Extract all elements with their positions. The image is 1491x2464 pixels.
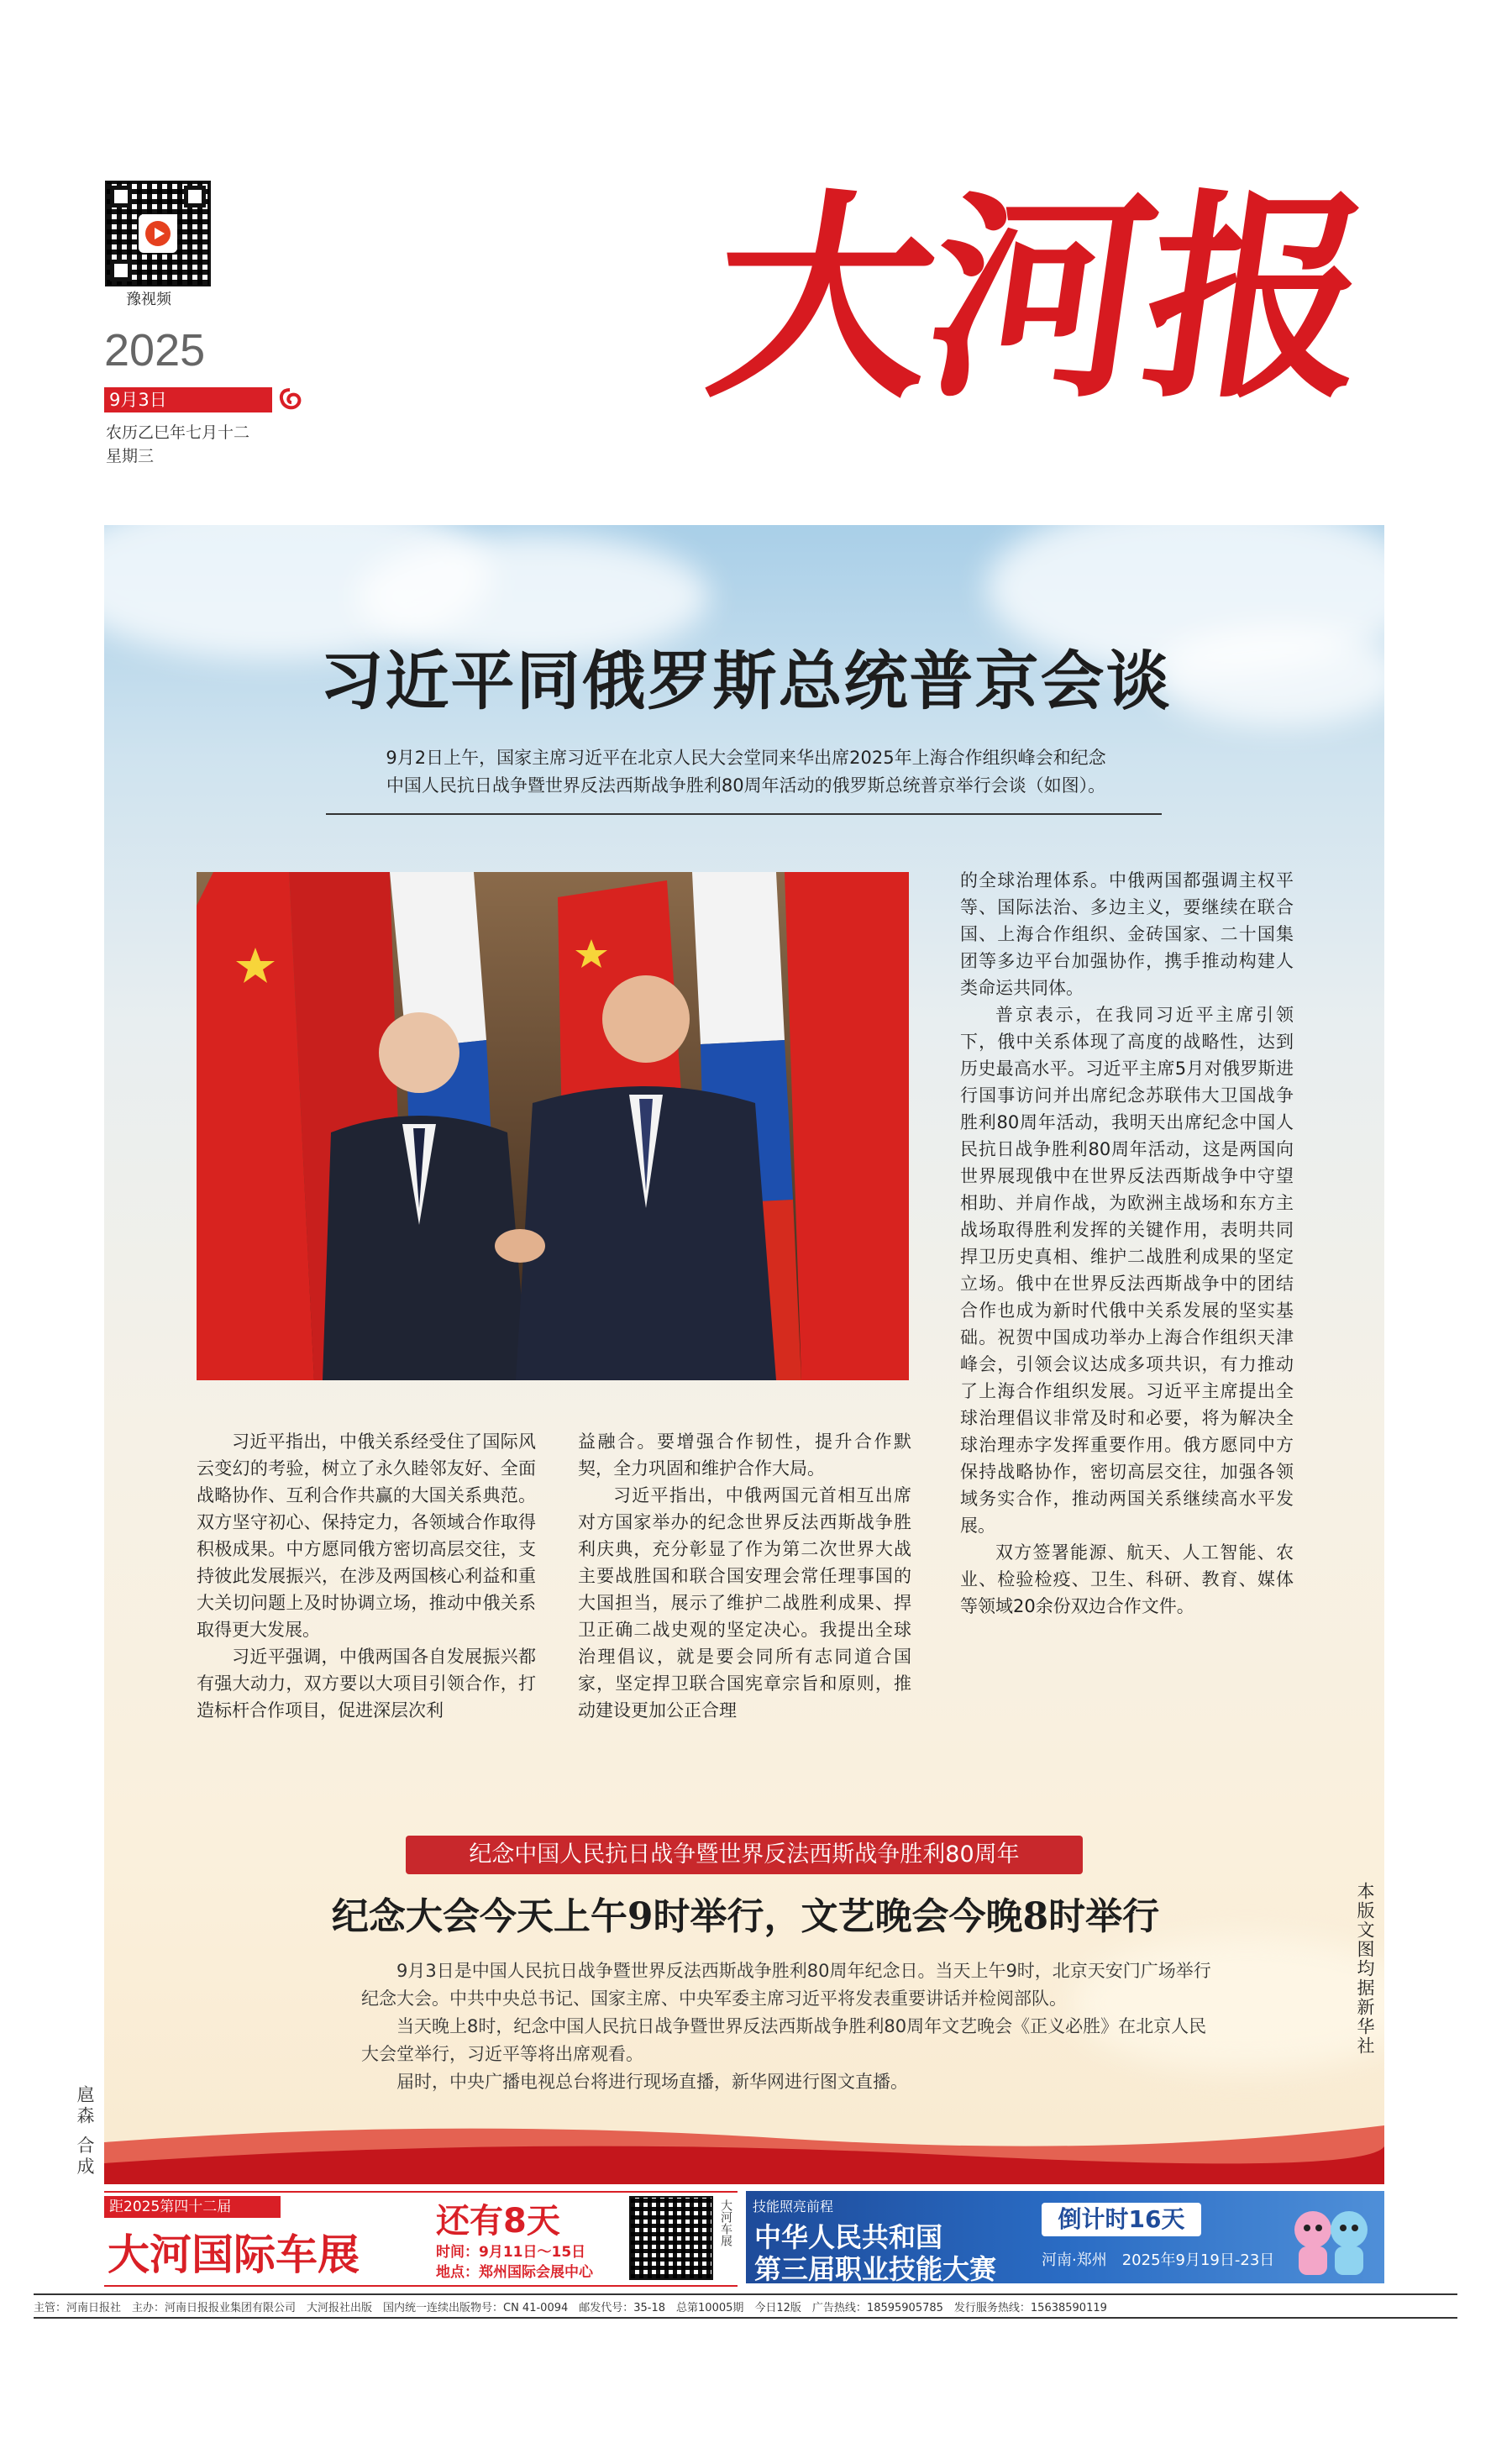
- lunar-date: 农历乙巳年七月十二: [106, 423, 250, 442]
- auto-show-ad[interactable]: [104, 2191, 738, 2287]
- lead-paragraph: 9月2日上午，国家主席习近平在北京人民大会堂同来华出席2025年上海合作组织峰会和纪念 中国人民抗日战争暨世界反法西斯战争胜利80周年活动的俄罗斯总统普京举行会谈（如图）。: [386, 748, 1106, 796]
- qr-code[interactable]: [105, 181, 211, 286]
- play-icon: [145, 221, 171, 246]
- ad-place-date: 河南·郑州 2025年9月19日-23日: [1042, 2251, 1275, 2269]
- ad-qr-code[interactable]: [629, 2196, 713, 2280]
- divider: [326, 813, 1162, 815]
- red-ribbon-decoration: [104, 2109, 1384, 2184]
- main-headline: 习近平同俄罗斯总统普京会谈: [319, 644, 1172, 718]
- article-column-1: 习近平指出，中俄关系经受住了国际风云变幻的考验，树立了永久睦邻友好、全面战略协作、互利合作共赢的大国关系典范。双方坚守初心、保持定力，各领域合作取得积极成果。中方愿同俄方密切高层交往，支持彼此发展振兴，在涉及两国核心利益和重大关切问题上及时协调立场，推动中俄关系取得更大发展。 习近平强调，中俄两国各自发展振兴都有强大动力，双方要以大项目引领合作，打造标杆合作项目，促进深层次利: [197, 1432, 536, 1721]
- mascot-icon: [1284, 2198, 1376, 2278]
- issue-year: 2025: [104, 325, 206, 376]
- ad-kicker: 距2025第四十二届: [104, 2196, 281, 2218]
- secondary-article: 9月3日是中国人民抗日战争暨世界反法西斯战争胜利80周年纪念日。当天上午9时，北京天安门广场举行纪念大会。中共中央总书记、国家主席、中央军委主席习近平将发表重要讲话并检阅部队。 当天晚上8时，纪念中国人民抗日战争暨世界反法西斯战争胜利80周年文艺晚会《正义必胜》在北京人民大会堂举行，习近平等将出席观看。 届时，中央广播电视总台将进行现场直播，新华网进行图文直播。: [361, 1961, 1211, 2092]
- ad-title-line2: 第三届职业技能大赛: [754, 2253, 997, 2285]
- ad-time: 时间：9月11日～15日: [436, 2244, 586, 2261]
- ad-vertical-label: 大河车展: [719, 2199, 732, 2246]
- ad-countdown: 倒计时16天: [1042, 2203, 1201, 2236]
- skills-contest-ad[interactable]: [746, 2191, 1384, 2283]
- ad-title: 大河国际车展: [108, 2230, 360, 2279]
- commemoration-banner: 纪念中国人民抗日战争暨世界反法西斯战争胜利80周年: [406, 1836, 1083, 1874]
- news-photo[interactable]: [197, 872, 909, 1380]
- masthead-logo: 大河报: [696, 169, 1383, 428]
- footer-divider-bottom: [34, 2317, 1457, 2319]
- article-column-right: 的全球治理体系。中俄两国都强调主权平等、国际法治、多边主义，要继续在联合国、上海合作组织、金砖国家、二十国集团等多边平台加强协作，携手推动构建人类命运共同体。 普京表示，在我同习近平主席引领下，俄中关系体现了高度的战略性，达到历史最高水平。习近平主席5月对俄罗斯进行国事访问并出席纪念苏联伟大卫国战争胜利80周年活动，我明天出席纪念中国人民抗日战争胜利80周年活动，这是两国向世界展现俄中在世界反法西斯战争中守望相助、并肩作战，为欧洲主战场和东方主战场取得胜利发挥的关键作用，表明共同捍卫历史真相、维护二战胜利成果的坚定立场。俄中在世界反法西斯战争中的团结合作也成为新时代俄中关系发展的坚实基础。祝贺中国成功举办上海合作组织天津峰会，引领会议达成多项共识，有力推动了上海合作组织发展。习近平主席提出全球治理倡议非常及时和必要，将为解决全球治理赤字发挥重要作用。俄方愿同中方保持战略协作，密切高层交往，加强各领域务实合作，推动两国关系继续高水平发展。 双方签署能源、航天、人工智能、农业、检验检疫、卫生、科研、教育、媒体等领域20余份双边合作文件。: [960, 870, 1294, 1616]
- secondary-headline: 纪念大会今天上午9时举行，文艺晚会今晚8时举行: [331, 1895, 1160, 1938]
- newspaper-logo-icon: [277, 387, 302, 412]
- ad-place: 地点：郑州国际会展中心: [436, 2264, 593, 2281]
- photo-credit: 本版文图均据新华社: [1355, 1882, 1375, 2056]
- footer-divider: [34, 2293, 1457, 2295]
- article-column-2: 益融合。要增强合作韧性，提升合作默契，全力巩固和维护合作大局。 习近平指出，中俄两国元首相互出席对方国家举办的纪念世界反法西斯战争胜利庆典，充分彰显了作为第二次世界大战主要战胜国和联合国安理会常任理事国的大国担当，展示了维护二战胜利成果、捍卫正确二战史观的坚定决心。我提出全球治理倡议，就是要会同所有志同道合国家，坚定捍卫联合国宪章宗旨和原则，推动建设更加公正合理: [578, 1432, 911, 1721]
- weekday: 星期三: [106, 447, 155, 465]
- qr-label: 豫视频: [126, 291, 171, 308]
- publication-info: 主管：河南日报社 主办：河南日报报业集团有限公司 大河报社出版 国内统一连续出版物号：CN 41-0094 邮发代号：35-18 总第10005期 今日12版 广告热线：18595905785 发行服务热线：15638590119: [34, 2302, 1118, 2314]
- ad-kicker: 技能照亮前程: [753, 2199, 834, 2214]
- ad-countdown: 还有8天: [436, 2202, 560, 2241]
- composite-credit: 扈森 合成: [75, 2085, 95, 2178]
- issue-date: 9月3日: [104, 387, 272, 412]
- ad-title-line1: 中华人民共和国: [754, 2221, 943, 2253]
